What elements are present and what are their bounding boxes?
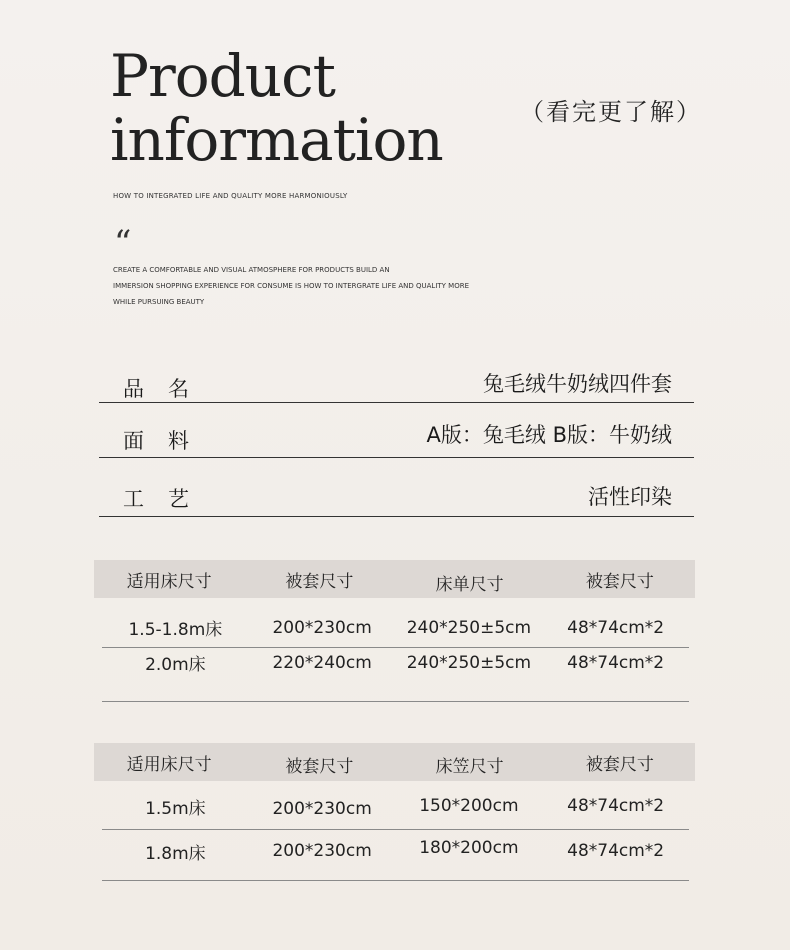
table-cell: 150*200cm: [419, 796, 519, 816]
table-cell: 1.5m床: [145, 798, 206, 819]
table-row: [102, 608, 689, 648]
table-cell: 48*74cm*2: [567, 796, 665, 816]
table-cell: 2.0m床: [145, 655, 206, 675]
header-cell: 适用床尺寸: [126, 754, 212, 775]
header-cell: 床单尺寸: [435, 574, 504, 595]
info-label: 面料: [123, 429, 213, 453]
header-cell: 被套尺寸: [585, 571, 654, 592]
size-table-1: [94, 560, 695, 705]
table-cell: 200*230cm: [272, 841, 372, 861]
table-cell: 180*200cm: [419, 838, 519, 858]
header-cell: 被套尺寸: [285, 571, 354, 592]
table-cell: 1.8m床: [145, 843, 206, 864]
table-row: [102, 791, 689, 830]
table-cell: 48*74cm*2: [567, 617, 665, 638]
info-value: A版：兔毛绒 B版：牛奶绒: [426, 423, 672, 447]
table-cell: 48*74cm*2: [567, 841, 665, 861]
info-value: 兔毛绒牛奶绒四件套: [483, 372, 672, 396]
table-header: [94, 560, 695, 598]
table-row: [102, 830, 689, 881]
description: [113, 262, 533, 310]
title-line-1: Product: [110, 42, 335, 110]
header-cell: 被套尺寸: [285, 756, 354, 777]
header-cell: 被套尺寸: [585, 754, 654, 775]
header-cell: 床笠尺寸: [435, 756, 504, 777]
table-cell: 240*250±5cm: [406, 652, 532, 673]
info-label: 品名: [123, 377, 213, 401]
description-line: CREATE A COMFORTABLE AND VISUAL ATMOSPHERE FOR PRODUCTS BUILD AN: [113, 266, 390, 274]
table-cell: 200*230cm: [272, 799, 372, 819]
see-more-note: （看完更了解）: [520, 98, 702, 126]
info-row-fabric: [99, 413, 694, 458]
header-cell: 适用床尺寸: [126, 571, 212, 592]
description-line: IMMERSION SHOPPING EXPERIENCE FOR CONSUME IS HOW TO INTERGRATE LIFE AND QUALITY MORE: [113, 282, 469, 290]
description-line: WHILE PURSUING BEAUTY: [113, 298, 205, 306]
info-value: 活性印染: [588, 485, 672, 509]
quote-mark-icon: “: [114, 223, 132, 263]
table-cell: 220*240cm: [272, 652, 372, 673]
product-information-title: [110, 44, 443, 172]
info-row-name: [99, 362, 694, 403]
tagline: HOW TO INTEGRATED LIFE AND QUALITY MORE HARMONIOUSLY: [113, 192, 348, 200]
info-label: 工艺: [123, 487, 213, 511]
size-table-2: [94, 743, 695, 883]
table-cell: 48*74cm*2: [567, 652, 665, 673]
title-line-2: information: [110, 106, 443, 174]
table-cell: 240*250±5cm: [406, 617, 532, 638]
table-row: [102, 648, 689, 702]
info-row-craft: [99, 474, 694, 517]
table-cell: 1.5-1.8m床: [128, 620, 223, 640]
table-cell: 200*230cm: [272, 617, 372, 638]
table-header: [94, 743, 695, 781]
